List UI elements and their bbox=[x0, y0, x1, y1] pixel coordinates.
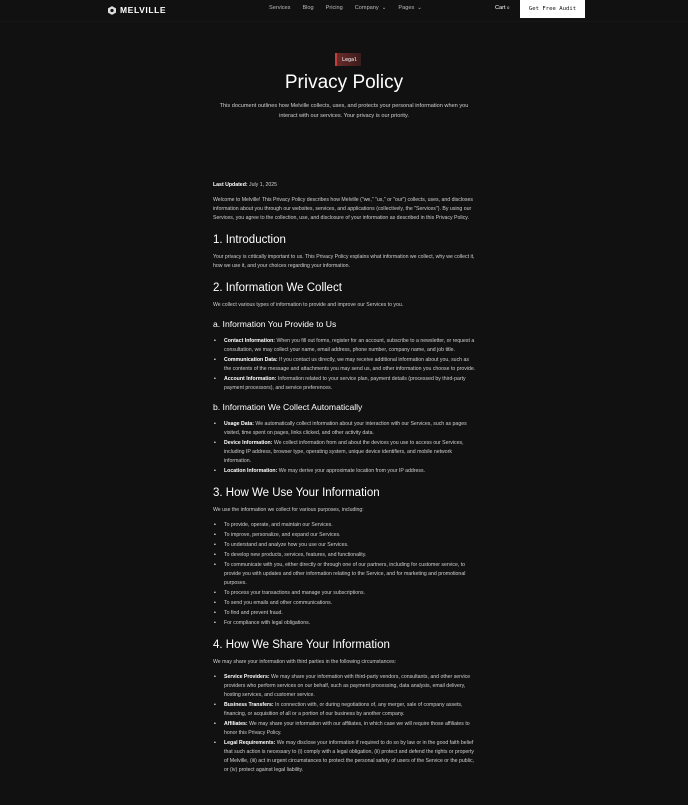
item-label: Device Information: bbox=[224, 440, 273, 446]
nav-pricing[interactable]: Pricing bbox=[325, 5, 343, 11]
bullet-list bbox=[213, 420, 477, 476]
item-text: Information related to your service plan, payment details (processed by third-party payment processors), and service preferences. bbox=[224, 376, 466, 391]
item-text: We may derive your approximate location from your IP address. bbox=[277, 468, 426, 474]
list-item bbox=[213, 337, 477, 355]
last-updated-value: July 1, 2025 bbox=[247, 182, 278, 188]
list-item: • To communicate with you, either directly or through one of our partners, including for customer service, to provide you with updates and other information relating to the Service, and for marketing and promotional purposes. bbox=[213, 561, 477, 588]
list-item bbox=[213, 673, 477, 700]
bullet-list bbox=[213, 673, 477, 775]
list-item bbox=[213, 439, 477, 466]
cart-count: 0 bbox=[507, 5, 510, 10]
item-label: Location Information: bbox=[224, 468, 278, 474]
nav-company[interactable] bbox=[355, 5, 387, 11]
item-text: We may share your information with our affiliates, in which case we will require those affiliates to honor this Privacy Policy. bbox=[224, 721, 470, 736]
item-text: When you fill out forms, register for an account, subscribe to a newsletter, or request a consultation, we may collect your name, email address, phone number, company name, and job title. bbox=[224, 338, 475, 353]
page-title: Privacy Policy bbox=[284, 72, 404, 93]
welcome-paragraph: Welcome to Melville! This Privacy Policy describes how Melville ("we," "us," or "our") collects, uses, and discloses information about you through our websites, services, and applications (collectively, the "Services"). By using our Services, you agree to the collection, use, and disclosure of your information as described in this Privacy Policy. bbox=[213, 197, 473, 221]
item-text: We collect information from and about the devices you use to access our Services, including IP address, browser type, operating system, unique device identifiers, and mobile network information. bbox=[224, 440, 464, 464]
item-label: Business Transfers: bbox=[224, 702, 274, 708]
cart-label: Cart bbox=[495, 5, 506, 11]
list-item bbox=[213, 720, 477, 738]
get-free-audit-button[interactable]: Get Free Audit bbox=[520, 0, 585, 18]
paragraph: We use the information we collect for various purposes, including: bbox=[213, 507, 364, 513]
section-heading: 2. Information We Collect bbox=[213, 282, 342, 294]
logo-icon bbox=[108, 6, 116, 15]
paragraph: We collect various types of information to provide and improve our Services to you. bbox=[213, 302, 404, 308]
list-item bbox=[213, 375, 477, 393]
section-heading: 4. How We Share Your Information bbox=[213, 639, 390, 651]
item-label: Legal Requirements: bbox=[224, 740, 276, 746]
item-text: In connection with, or during negotiations of, any merger, sale of company assets, financing, or acquisition of all or a portion of our business by another company. bbox=[224, 702, 463, 717]
chevron-down-icon: ⌄ bbox=[381, 5, 387, 11]
item-label: Service Providers: bbox=[224, 674, 270, 680]
brand-logo[interactable] bbox=[108, 5, 166, 15]
cart-link[interactable] bbox=[495, 5, 509, 11]
bullet-list bbox=[213, 337, 477, 393]
nav-pages-label: Pages bbox=[398, 5, 415, 11]
list-item bbox=[213, 420, 477, 438]
paragraph: We may share your information with third parties in the following circumstances: bbox=[213, 659, 396, 665]
list-item: • To understand and analyze how you use our Services. bbox=[213, 541, 477, 550]
policy-content bbox=[213, 181, 477, 781]
subsection-heading: b. Information We Collect Automatically bbox=[213, 402, 363, 412]
list-item: • To improve, personalize, and expand our Services. bbox=[213, 531, 477, 540]
last-updated bbox=[213, 181, 477, 190]
subsection-heading: a. Information You Provide to Us bbox=[213, 319, 337, 329]
chevron-down-icon: ⌄ bbox=[417, 5, 422, 11]
item-label: Usage Data: bbox=[224, 421, 254, 427]
item-text: We automatically collect information about your interaction with our Services, such as pages visited, time spent on pages, links clicked, and other activity data. bbox=[224, 421, 467, 436]
bullet-list bbox=[213, 521, 477, 628]
list-item bbox=[213, 467, 477, 476]
page-subtitle: This document outlines how Melville collects, uses, and protects your personal information when you interact with our services. Your privacy is our priority. bbox=[219, 103, 469, 119]
brand-name: MELVILLE bbox=[120, 5, 167, 15]
list-item: • To send you emails and other communications. bbox=[213, 599, 477, 608]
list-item: • To provide, operate, and maintain our Services. bbox=[213, 521, 477, 530]
section-heading: 1. Introduction bbox=[213, 234, 286, 246]
item-label: Communication Data: bbox=[224, 357, 278, 363]
top-nav bbox=[0, 0, 688, 22]
paragraph: Your privacy is critically important to us. This Privacy Policy explains what information we collect, why we collect it, how we use it, and your choices regarding your information. bbox=[213, 254, 475, 269]
list-item bbox=[213, 701, 477, 719]
list-item: • To develop new products, services, features, and functionality. bbox=[213, 551, 477, 560]
item-text: We may share your information with third-party vendors, consultants, and other service providers who perform services on our behalf, such as payment processing, data analysis, email delivery, hosting services, and customer service. bbox=[224, 674, 471, 698]
list-item bbox=[213, 739, 477, 775]
item-label: Account Information: bbox=[224, 376, 277, 382]
nav-company-label: Company bbox=[354, 5, 379, 11]
last-updated-label: Last Updated: bbox=[213, 182, 248, 188]
list-item bbox=[213, 356, 477, 374]
item-text: If you contact us directly, we may receive additional information about you, such as the contents of the message and attachments you may send us, and other information you choose to provide. bbox=[224, 357, 476, 372]
item-label: Affiliates: bbox=[224, 721, 248, 727]
list-item: • To process your transactions and manage your subscriptions. bbox=[213, 589, 477, 598]
section-heading: 3. How We Use Your Information bbox=[213, 487, 380, 499]
nav-blog[interactable]: Blog bbox=[302, 5, 314, 11]
list-item: • To find and prevent fraud. bbox=[213, 609, 477, 618]
item-label: Contact Information: bbox=[224, 338, 276, 344]
nav-services[interactable]: Services bbox=[269, 5, 291, 11]
nav-pages[interactable] bbox=[398, 5, 422, 11]
list-item: • For compliance with legal obligations. bbox=[213, 619, 477, 628]
item-text: We may disclose your information if required to do so by law or in the good faith belief that such action is necessary to (i) comply with a legal obligation, (ii) protect and defend the rights or property of Melville, (iii) act in urgent circumstances to protect the personal safety of users of the Service or the public, or (iv) protect against legal liability. bbox=[224, 740, 474, 773]
legal-badge: Legal bbox=[335, 53, 361, 66]
